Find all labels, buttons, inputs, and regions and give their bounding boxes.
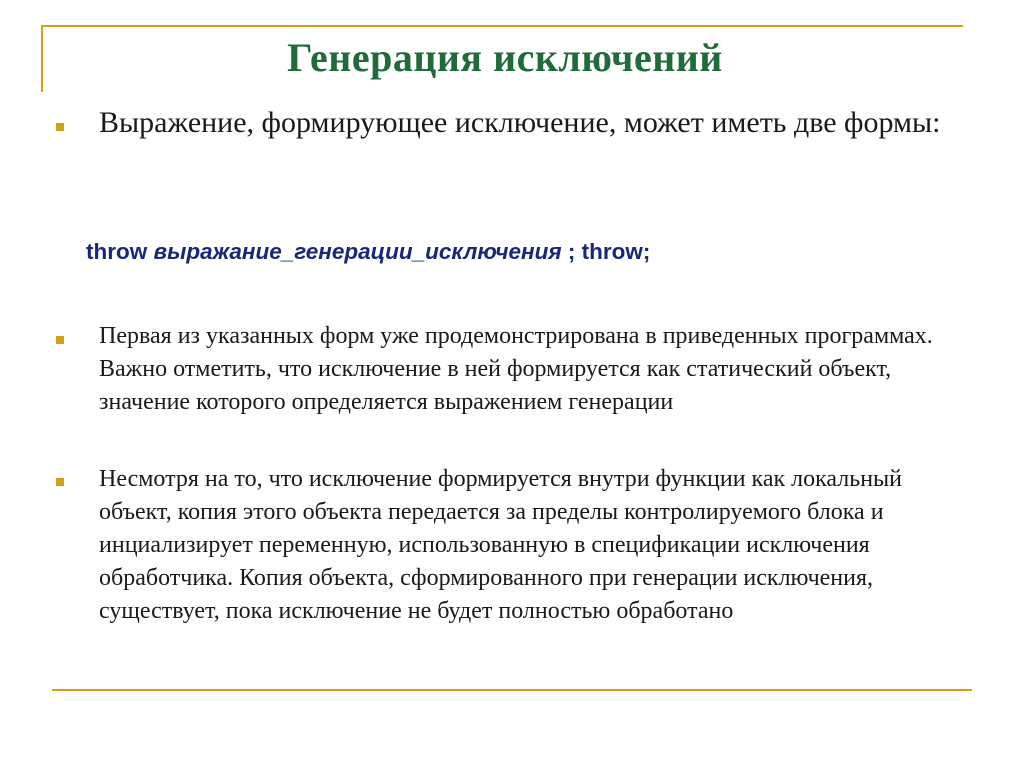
footer-rule	[52, 689, 972, 691]
slide-title: Генерация исключений	[287, 35, 723, 80]
bullet-text-3: Несмотря на то, что исключение формируется внутри функции как локальный объект, копия этого объекта передается за пределы контролируемого блока и инциализирует переменную, использованную в спецификации исключения обработчика. Копия объекта, сформированного при генерации исключения, существует, пока исключение не будет полностью обработано	[99, 466, 903, 624]
bullet-marker-2	[56, 336, 64, 344]
title-frame-top-rule	[41, 25, 963, 27]
code-separator: ;	[567, 239, 576, 264]
bullet-text-1: Выражение, формирующее исключение, может иметь две формы:	[99, 106, 941, 139]
bullet-text-2: Первая из указанных форм уже продемонстрирована в приведенных программах. Важно отметить, что исключение в ней формируется как статический объект, значение которого определяется выражением генерации	[99, 323, 933, 415]
code-expression: выражание_генерации_исключения	[153, 239, 562, 264]
code-example	[86, 239, 986, 265]
bullet-marker-3	[56, 478, 64, 486]
code-keyword-rethrow: throw;	[581, 239, 651, 264]
bullet-marker-1	[56, 123, 64, 131]
code-keyword-throw: throw	[86, 239, 148, 264]
